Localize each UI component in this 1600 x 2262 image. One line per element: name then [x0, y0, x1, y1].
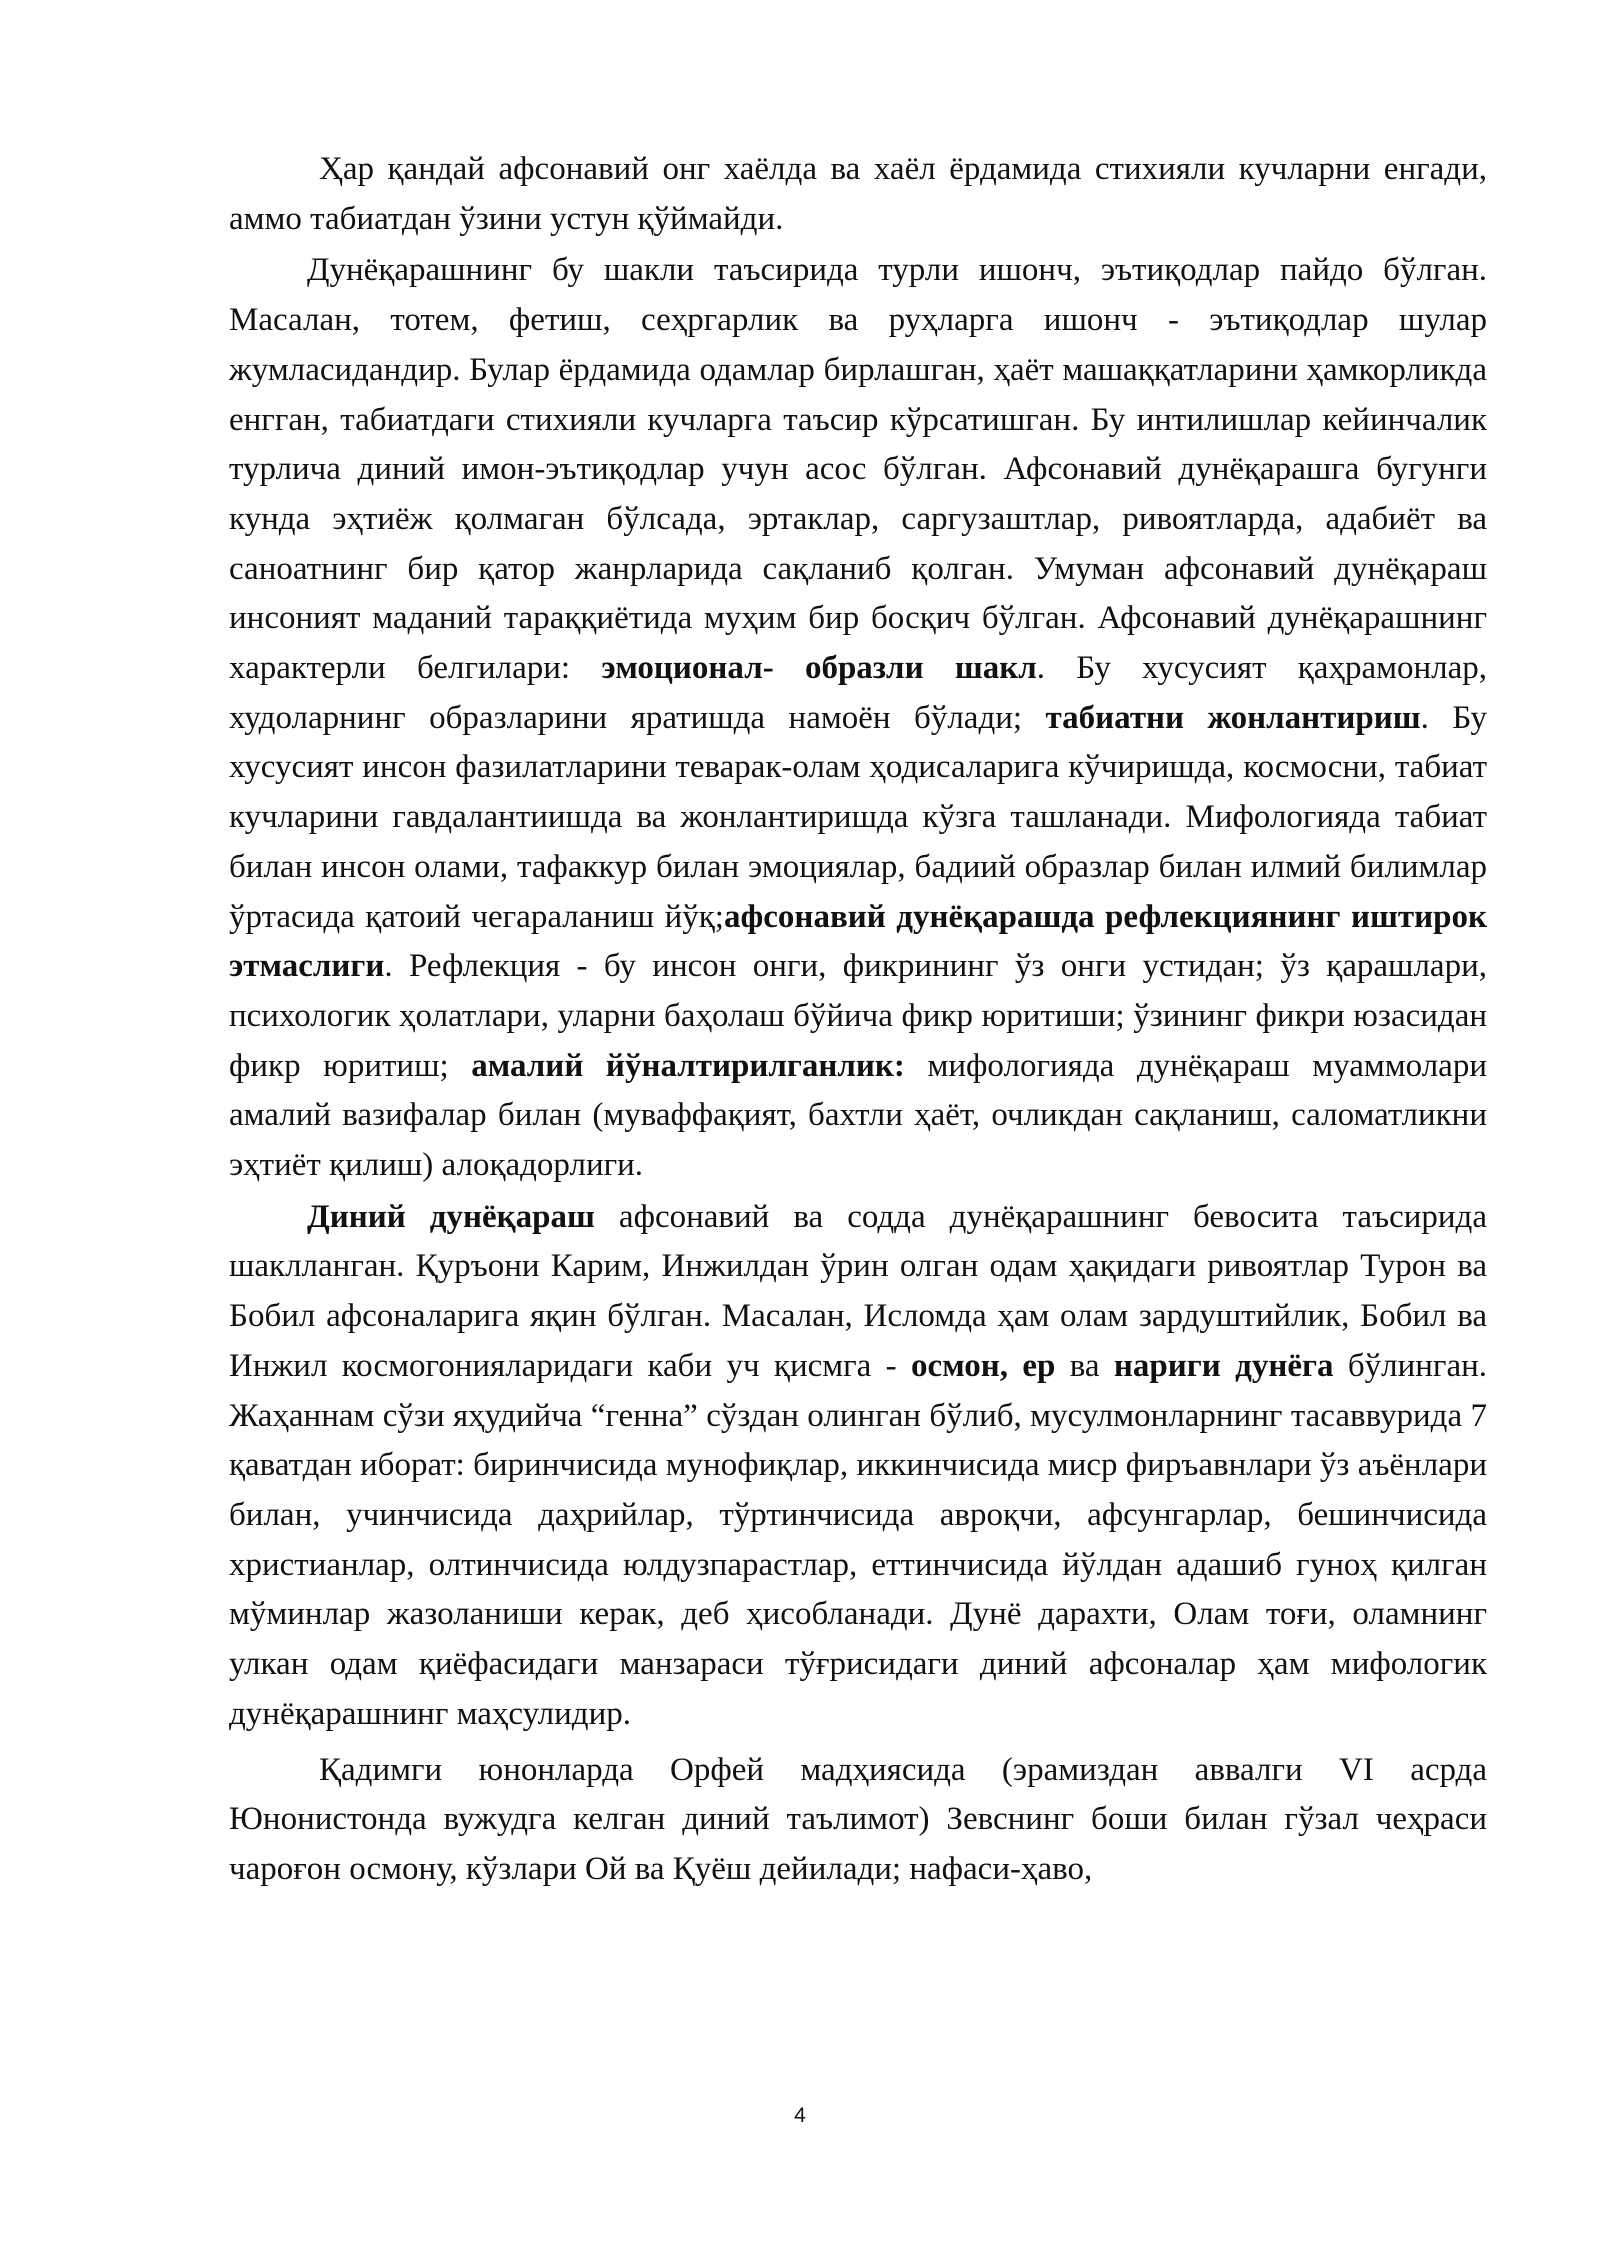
- text-run: Қадимги юнонларда Орфей мадҳиясида (эрамиздан аввалги VI асрда Юнонистонда вужудга келган диний таълимот) Зевснинг боши билан гўзал чеҳраси чароғон осмону, кўзлари Ой ва Қуёш дейилади; нафаси-ҳаво,: [229, 1751, 1487, 1887]
- text-run: . Бу хусусият қаҳрамонлар, худоларнинг образларини яратишда намоён бўлади;: [229, 650, 1487, 736]
- bold-text-run: табиатни жонлантириш: [1045, 699, 1421, 736]
- paragraph-3: [229, 1193, 1487, 1740]
- bold-text-run: Диний дунёқараш: [307, 1198, 595, 1235]
- bold-text-run: афсонавий дунёқарашда рефлекциянинг иштирок этмаслиги: [229, 898, 1487, 985]
- text-run: бўлинган. Жаҳаннам сўзи яҳудийча “генна” сўздан олинган бўлиб, мусулмонларнинг тасаввурида 7 қаватдан иборат: биринчисида мунофиқлар, иккинчисида миср фиръавнлари ўз аъёнлари билан, учинчисида даҳрийлар, тўртинчисида авроқчи, афсунгарлар, бешинчисида христианлар, олтинчисида юлдузпарастлар, еттинчисида йўлдан адашиб гуноҳ қилган мўминлар жазоланиши керак, деб ҳисобланади. Дунё дарахти, Олам тоғи, оламнинг улкан одам қиёфасидаги манзараси тўғрисидаги диний афсоналар ҳам мифологик дунёқарашнинг маҳсулидир.: [229, 1347, 1488, 1732]
- document-page: [229, 145, 1487, 1895]
- paragraph-2: [229, 246, 1487, 1190]
- text-run: . Рефлекция - бу инсон онги, фикрининг ўз онги устидан; ўз қарашлари, психологик ҳолатлари, уларни баҳолаш бўйича фикр юритиши; ўзининг фикри юзасидан фикр юритиш;: [229, 948, 1487, 1084]
- text-run: Дунёқарашнинг бу шакли таъсирида турли ишонч, эътиқодлар пайдо бўлган. Масалан, тотем, фетиш, сеҳргарлик ва руҳларга ишонч - эътиқодлар шулар жумласидандир. Булар ёрдамида одамлар бирлашган, ҳаёт машаққатларини ҳамкорликда енгган, табиатдаги стихияли кучларга таъсир кўрсатишган. Бу интилишлар кейинчалик турлича диний имон-эътиқодлар учун асос бўлган. Афсонавий дунёқарашга бугунги кунда эҳтиёж қолмаган бўлсада, эртаклар, саргузаштлар, ривоятларда, адабиёт ва саноатнинг бир қатор жанрларида сақланиб қолган. Умуман афсонавий дунёқараш инсоният маданий тараққиётида муҳим бир босқич бўлган. Афсонавий дунёқарашнинг характерли белгилари:: [229, 252, 1487, 687]
- bold-text-run: осмон, ер: [911, 1347, 1056, 1384]
- text-run: ва: [1055, 1347, 1114, 1384]
- text-run: . Бу хусусият инсон фазилатларини теварак-олам ҳодисаларига кўчиришда, космосни, табиат кучларини гавдалантиишда ва жонлантиришда кўзга ташланади. Мифологияда табиат билан инсон олами, тафаккур билан эмоциялар, бадиий образлар билан илмий билимлар ўртасида қатоий чегараланиш йўқ;: [229, 699, 1487, 935]
- bold-text-run: эмоционал- образли шакл: [601, 650, 1037, 687]
- page-number: 4: [794, 2104, 806, 2127]
- text-run: Ҳар қандай афсонавий онг хаёлда ва хаёл ёрдамида стихияли кучларни енгади, аммо табиатдан ўзини устун қўймайди.: [229, 151, 1487, 237]
- text-run: афсонавий ва содда дунёқарашнинг бевосита таъсирида шаклланган. Қуръони Карим, Инжилдан ўрин олган одам ҳақидаги ривоятлар Турон ва Бобил афсоналарига яқин бўлган. Масалан, Исломда ҳам олам зардуштийлик, Бобил ва Инжил космогонияларидаги каби уч қисмга -: [229, 1198, 1487, 1384]
- paragraph-1: [229, 145, 1487, 244]
- paragraph-4: [229, 1746, 1487, 1895]
- bold-text-run: амалий йўналтирилганлик:: [471, 1047, 905, 1084]
- bold-text-run: нариги дунёга: [1113, 1347, 1334, 1384]
- text-run: мифологияда дунёқараш муаммолари амалий вазифалар билан (муваффақият, бахтли ҳаёт, очликдан сақланиш, саломатликни эҳтиёт қилиш) алоқадорлиги.: [229, 1047, 1487, 1184]
